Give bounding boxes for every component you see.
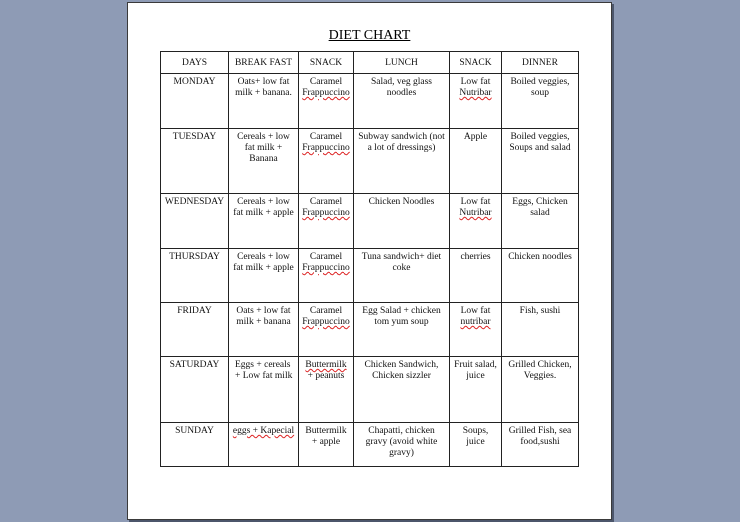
day-cell: WEDNESDAY	[161, 194, 229, 249]
header-days: DAYS	[161, 52, 229, 74]
breakfast-cell: Eggs + cereals + Low fat milk	[229, 357, 299, 423]
dinner-cell: Boiled veggies, soup	[502, 74, 579, 129]
header-dinner: DINNER	[502, 52, 579, 74]
lunch-cell: Chapatti, chicken gravy (avoid white gravy)	[354, 423, 450, 467]
breakfast-cell: Cereals + low fat milk + apple	[229, 249, 299, 303]
table-row	[161, 129, 579, 194]
header-snack: SNACK	[299, 52, 354, 74]
lunch-cell: Egg Salad + chicken tom yum soup	[354, 303, 450, 357]
snack-cell: Caramel Frappuccino	[299, 74, 354, 129]
dinner-cell: Chicken noodles	[502, 249, 579, 303]
snack-2-cell: Soups, juice	[450, 423, 502, 467]
snack-cell: Caramel Frappuccino	[299, 194, 354, 249]
dinner-cell: Fish, sushi	[502, 303, 579, 357]
day-cell: SUNDAY	[161, 423, 229, 467]
snack-2-cell: Low fat Nutribar	[450, 194, 502, 249]
snack-cell: Buttermilk + apple	[299, 423, 354, 467]
breakfast-cell: eggs + Kapecial	[229, 423, 299, 467]
document-page	[127, 2, 612, 520]
day-cell: MONDAY	[161, 74, 229, 129]
diet-table	[160, 51, 579, 467]
table-row	[161, 74, 579, 129]
header-breakfast: BREAK FAST	[229, 52, 299, 74]
page-title: DIET CHART	[328, 28, 411, 43]
snack-2-cell: Apple	[450, 129, 502, 194]
lunch-cell: Chicken Sandwich, Chicken sizzler	[354, 357, 450, 423]
dinner-cell: Grilled Fish, sea food,sushi	[502, 423, 579, 467]
lunch-cell: Chicken Noodles	[354, 194, 450, 249]
table-row	[161, 303, 579, 357]
snack-cell: Caramel Frappuccino	[299, 129, 354, 194]
header-row	[161, 52, 579, 74]
dinner-cell: Grilled Chicken, Veggies.	[502, 357, 579, 423]
snack-2-cell: Low fat nutribar	[450, 303, 502, 357]
snack-2-cell: Fruit salad, juice	[450, 357, 502, 423]
lunch-cell: Subway sandwich (not a lot of dressings)	[354, 129, 450, 194]
snack-cell: Caramel Frappuccino	[299, 303, 354, 357]
snack-2-cell: cherries	[450, 249, 502, 303]
table-row	[161, 357, 579, 423]
table-row	[161, 423, 579, 467]
day-cell: THURSDAY	[161, 249, 229, 303]
day-cell: SATURDAY	[161, 357, 229, 423]
snack-2-cell: Low fat Nutribar	[450, 74, 502, 129]
header-lunch: LUNCH	[354, 52, 450, 74]
day-cell: FRIDAY	[161, 303, 229, 357]
table-row	[161, 249, 579, 303]
breakfast-cell: Oats+ low fat milk + banana.	[229, 74, 299, 129]
snack-cell: Caramel Frappuccino	[299, 249, 354, 303]
snack-cell: Buttermilk + peanuts	[299, 357, 354, 423]
breakfast-cell: Cereals + low fat milk + apple	[229, 194, 299, 249]
breakfast-cell: Oats + low fat milk + banana	[229, 303, 299, 357]
lunch-cell: Tuna sandwich+ diet coke	[354, 249, 450, 303]
day-cell: TUESDAY	[161, 129, 229, 194]
header-snack-2: SNACK	[450, 52, 502, 74]
breakfast-cell: Cereals + low fat milk + Banana	[229, 129, 299, 194]
table-row	[161, 194, 579, 249]
dinner-cell: Boiled veggies, Soups and salad	[502, 129, 579, 194]
lunch-cell: Salad, veg glass noodles	[354, 74, 450, 129]
dinner-cell: Eggs, Chicken salad	[502, 194, 579, 249]
